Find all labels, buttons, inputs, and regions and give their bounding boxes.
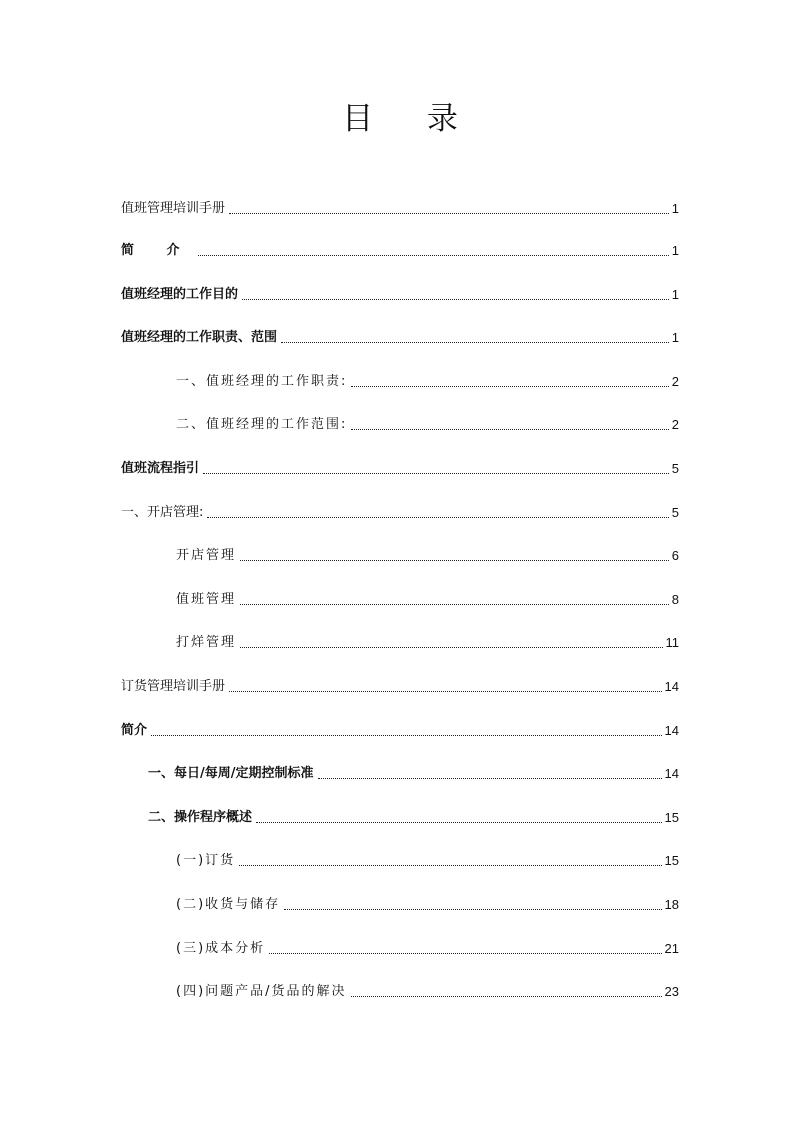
toc-dot-leader	[229, 213, 669, 214]
toc-page-number: 14	[664, 766, 679, 781]
toc-entry[interactable]	[121, 718, 679, 740]
toc-entry-label: 一、开店管理:	[121, 505, 204, 520]
toc-dot-leader	[351, 429, 668, 430]
toc-entry[interactable]	[176, 543, 679, 565]
toc-page-number: 5	[671, 505, 679, 520]
toc-dot-leader	[207, 517, 668, 518]
toc-page-number: 15	[664, 853, 679, 868]
toc-page-number: 11	[665, 635, 679, 650]
toc-page-number: 14	[664, 723, 679, 738]
toc-entry[interactable]	[121, 238, 679, 260]
page-title: 目 录	[342, 101, 480, 137]
toc-dot-leader	[284, 909, 661, 910]
toc-dot-leader	[269, 953, 661, 954]
toc-entry[interactable]	[176, 892, 679, 914]
toc-entry-label: 简介	[121, 723, 148, 738]
toc-entry[interactable]	[176, 630, 679, 652]
toc-dot-leader	[242, 299, 669, 300]
toc-page-number: 6	[671, 548, 679, 563]
toc-dot-leader	[351, 996, 662, 997]
toc-entry-label: 二、操作程序概述	[148, 810, 253, 825]
toc-entry-label: (一)订货	[176, 853, 236, 868]
toc-entry-label: 值班管理	[176, 592, 237, 607]
toc-dot-leader	[240, 604, 669, 605]
toc-entry-label: 值班管理培训手册	[121, 201, 226, 216]
toc-page-number: 1	[671, 201, 679, 216]
toc-page-number: 2	[671, 374, 679, 389]
toc-entry[interactable]	[176, 412, 679, 434]
toc-entry-label: 值班经理的工作目的	[121, 287, 239, 302]
toc-dot-leader	[240, 560, 669, 561]
toc-entry-label: (四)问题产品/货品的解决	[176, 984, 347, 999]
toc-page-number: 2	[671, 417, 679, 432]
toc-dot-leader	[318, 778, 662, 779]
toc-entry[interactable]	[121, 500, 679, 522]
toc-page-number: 1	[671, 243, 679, 258]
toc-entry[interactable]	[176, 848, 679, 870]
toc-entry-label: 打烊管理	[176, 635, 237, 650]
toc-entry[interactable]	[148, 805, 679, 827]
toc-page-number: 1	[671, 287, 679, 302]
toc-entry[interactable]	[176, 936, 679, 958]
toc-page-number: 18	[664, 897, 679, 912]
toc-dot-leader	[240, 647, 662, 648]
toc-entry-label: 值班经理的工作职责、范围	[121, 330, 278, 345]
toc-entry[interactable]	[176, 587, 679, 609]
toc-page-number: 23	[664, 984, 679, 999]
toc-page-number: 15	[664, 810, 679, 825]
toc-entry[interactable]	[148, 761, 679, 783]
toc-dot-leader	[198, 255, 669, 256]
toc-entry[interactable]	[176, 369, 679, 391]
toc-entry-label: 开店管理	[176, 548, 237, 563]
toc-entry-label: 订货管理培训手册	[121, 679, 226, 694]
toc-page-number: 8	[671, 592, 679, 607]
toc-entry[interactable]	[121, 674, 679, 696]
toc-page-number: 21	[664, 941, 679, 956]
toc-entry-label: 一、值班经理的工作职责:	[176, 374, 348, 389]
toc-entry[interactable]	[121, 282, 679, 304]
toc-page-number: 1	[671, 330, 679, 345]
toc-dot-leader	[203, 473, 669, 474]
toc-dot-leader	[151, 735, 662, 736]
toc-entry-label: (三)成本分析	[176, 941, 266, 956]
toc-page-number: 5	[671, 461, 679, 476]
toc-entry[interactable]	[121, 456, 679, 478]
toc-dot-leader	[281, 342, 669, 343]
toc-entry[interactable]	[121, 325, 679, 347]
toc-page-number: 14	[664, 679, 679, 694]
toc-entry-label: (二)收货与储存	[176, 897, 281, 912]
toc-entry-label: 简 介	[121, 243, 194, 258]
toc-dot-leader	[229, 691, 662, 692]
toc-entry[interactable]	[176, 979, 679, 1001]
toc-entry-label: 值班流程指引	[121, 461, 200, 476]
toc-entry-label: 一、每日/每周/定期控制标准	[148, 766, 314, 781]
toc-entry[interactable]	[121, 196, 679, 218]
toc-dot-leader	[256, 822, 662, 823]
toc-entry-label: 二、值班经理的工作范围:	[176, 417, 348, 432]
toc-dot-leader	[239, 865, 661, 866]
toc-dot-leader	[351, 386, 668, 387]
